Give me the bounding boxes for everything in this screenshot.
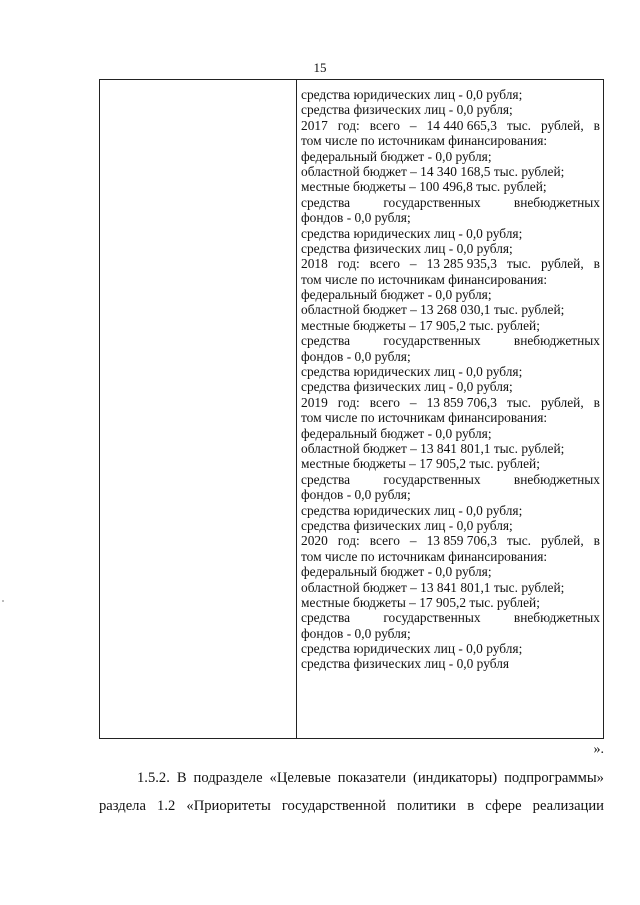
table-word: год: <box>337 533 360 549</box>
table-word: в <box>593 256 600 272</box>
table-word: всего <box>369 394 400 410</box>
table-word: рублей, <box>541 117 584 133</box>
table-text-line: средства физических лиц - 0,0 рубля <box>301 656 510 672</box>
table-word: средства <box>301 194 351 210</box>
paragraph-word: сфере <box>485 798 522 814</box>
paragraph-word: раздела <box>99 798 146 814</box>
paragraph-line <box>99 764 604 792</box>
paragraph-word: «Целевые <box>269 770 331 786</box>
table-word: средства <box>301 471 351 487</box>
table-word: рублей, <box>541 256 584 272</box>
table-word: тыс. <box>506 533 532 549</box>
paragraph-word: показатели <box>337 770 407 786</box>
table-word: тыс. <box>506 117 532 133</box>
table-word: всего <box>369 256 400 272</box>
table-word: год: <box>337 256 360 272</box>
paragraph-word: 1.2 <box>157 798 176 814</box>
table-word: 2020 <box>301 533 328 549</box>
paragraph-word: в <box>467 798 475 814</box>
table-word: год: <box>337 394 360 410</box>
closing-quote: ». <box>593 742 604 757</box>
paragraph-word: В <box>176 770 187 786</box>
table-text-line: средства юридических лиц - 0,0 рубля; <box>301 641 523 657</box>
table-text-line: средства юридических лиц - 0,0 рубля; <box>301 502 523 518</box>
paragraph-word: реализации <box>532 798 604 814</box>
table-text-line <box>301 333 600 348</box>
table-text-line: том числе по источникам финансирования: <box>301 548 548 564</box>
table-word: внебюджетных <box>513 471 600 487</box>
table-text-line <box>301 610 600 625</box>
funding-table <box>99 79 604 739</box>
table-text-line <box>301 118 600 133</box>
table-text-line: областной бюджет – 13 841 801,1 тыс. рублей; <box>301 579 565 595</box>
table-text-line: федеральный бюджет - 0,0 рубля; <box>301 148 492 164</box>
page-number: 15 <box>313 60 327 75</box>
table-text-line: средства физических лиц - 0,0 рубля; <box>301 379 513 395</box>
table-text-line: том числе по источникам финансирования: <box>301 410 548 426</box>
table-word: в <box>593 117 600 133</box>
table-text-line: местные бюджеты – 100 496,8 тыс. рублей; <box>301 179 547 195</box>
table-word: внебюджетных <box>513 333 600 349</box>
table-word: 13 285 935,3 <box>426 256 497 272</box>
table-text-line: местные бюджеты – 17 905,2 тыс. рублей; <box>301 456 540 472</box>
paragraph-line <box>99 792 604 820</box>
table-text-line: средства физических лиц - 0,0 рубля; <box>301 240 513 256</box>
table-text-line: средства физических лиц - 0,0 рубля; <box>301 517 513 533</box>
table-text-line: фондов - 0,0 рубля; <box>301 625 411 641</box>
table-word: 2019 <box>301 394 328 410</box>
scan-artifact-dot <box>2 600 4 602</box>
table-text-line: фондов - 0,0 рубля; <box>301 210 411 226</box>
table-text-line <box>301 395 600 410</box>
table-right-column <box>297 80 603 738</box>
table-word: государственных <box>383 471 481 487</box>
table-word: в <box>593 533 600 549</box>
paragraph-word: государственной <box>281 798 386 814</box>
table-word: – <box>409 533 417 549</box>
table-text-line: федеральный бюджет - 0,0 рубля; <box>301 425 492 441</box>
table-text-line: местные бюджеты – 17 905,2 тыс. рублей; <box>301 317 540 333</box>
paragraph-word: подразделе <box>193 770 263 786</box>
table-text-line <box>301 472 600 487</box>
table-word: государственных <box>383 194 481 210</box>
table-word: тыс. <box>506 394 532 410</box>
table-word: средства <box>301 333 351 349</box>
table-word: внебюджетных <box>513 194 600 210</box>
table-text-line: средства физических лиц - 0,0 рубля; <box>301 102 513 118</box>
table-word: в <box>593 394 600 410</box>
table-word: 13 859 706,3 <box>426 394 497 410</box>
body-paragraph <box>99 764 604 820</box>
paragraph-word: подпрограммы» <box>504 770 604 786</box>
paragraph-word: (индикаторы) <box>413 770 498 786</box>
table-word: государственных <box>383 610 481 626</box>
table-text-line: фондов - 0,0 рубля; <box>301 487 411 503</box>
table-text-line: федеральный бюджет - 0,0 рубля; <box>301 287 492 303</box>
paragraph-word: 1.5.2. <box>137 770 170 786</box>
paragraph-word: «Приоритеты <box>186 798 271 814</box>
table-word: 14 440 665,3 <box>426 117 497 133</box>
table-word: – <box>409 256 417 272</box>
table-word: рублей, <box>541 394 584 410</box>
table-text-line: областной бюджет – 13 268 030,1 тыс. рублей; <box>301 302 565 318</box>
table-text-line: средства юридических лиц - 0,0 рубля; <box>301 225 523 241</box>
table-word: 13 859 706,3 <box>426 533 497 549</box>
table-word: средства <box>301 610 351 626</box>
table-text-line: средства юридических лиц - 0,0 рубля; <box>301 364 523 380</box>
table-text-line: том числе по источникам финансирования: <box>301 271 548 287</box>
table-word: всего <box>369 533 400 549</box>
table-text-line: местные бюджеты – 17 905,2 тыс. рублей; <box>301 594 540 610</box>
table-word: 2018 <box>301 256 328 272</box>
table-text-line: федеральный бюджет - 0,0 рубля; <box>301 564 492 580</box>
table-word: внебюджетных <box>513 610 600 626</box>
table-text-line: фондов - 0,0 рубля; <box>301 348 411 364</box>
table-left-column <box>100 80 297 738</box>
table-text-line: областной бюджет – 14 340 168,5 тыс. рублей; <box>301 163 565 179</box>
table-word: всего <box>369 117 400 133</box>
table-word: тыс. <box>506 256 532 272</box>
table-text-line: областной бюджет – 13 841 801,1 тыс. рублей; <box>301 440 565 456</box>
paragraph-word: политики <box>396 798 457 814</box>
table-word: – <box>409 117 417 133</box>
table-word: государственных <box>383 333 481 349</box>
table-word: рублей, <box>541 533 584 549</box>
table-word: год: <box>337 117 360 133</box>
table-word: – <box>409 394 417 410</box>
table-text-line <box>301 533 600 548</box>
table-word: 2017 <box>301 117 328 133</box>
table-text-line <box>301 256 600 271</box>
table-text-line: средства юридических лиц - 0,0 рубля; <box>301 87 523 102</box>
table-text-line: том числе по источникам финансирования: <box>301 133 548 149</box>
table-text-line <box>301 195 600 210</box>
